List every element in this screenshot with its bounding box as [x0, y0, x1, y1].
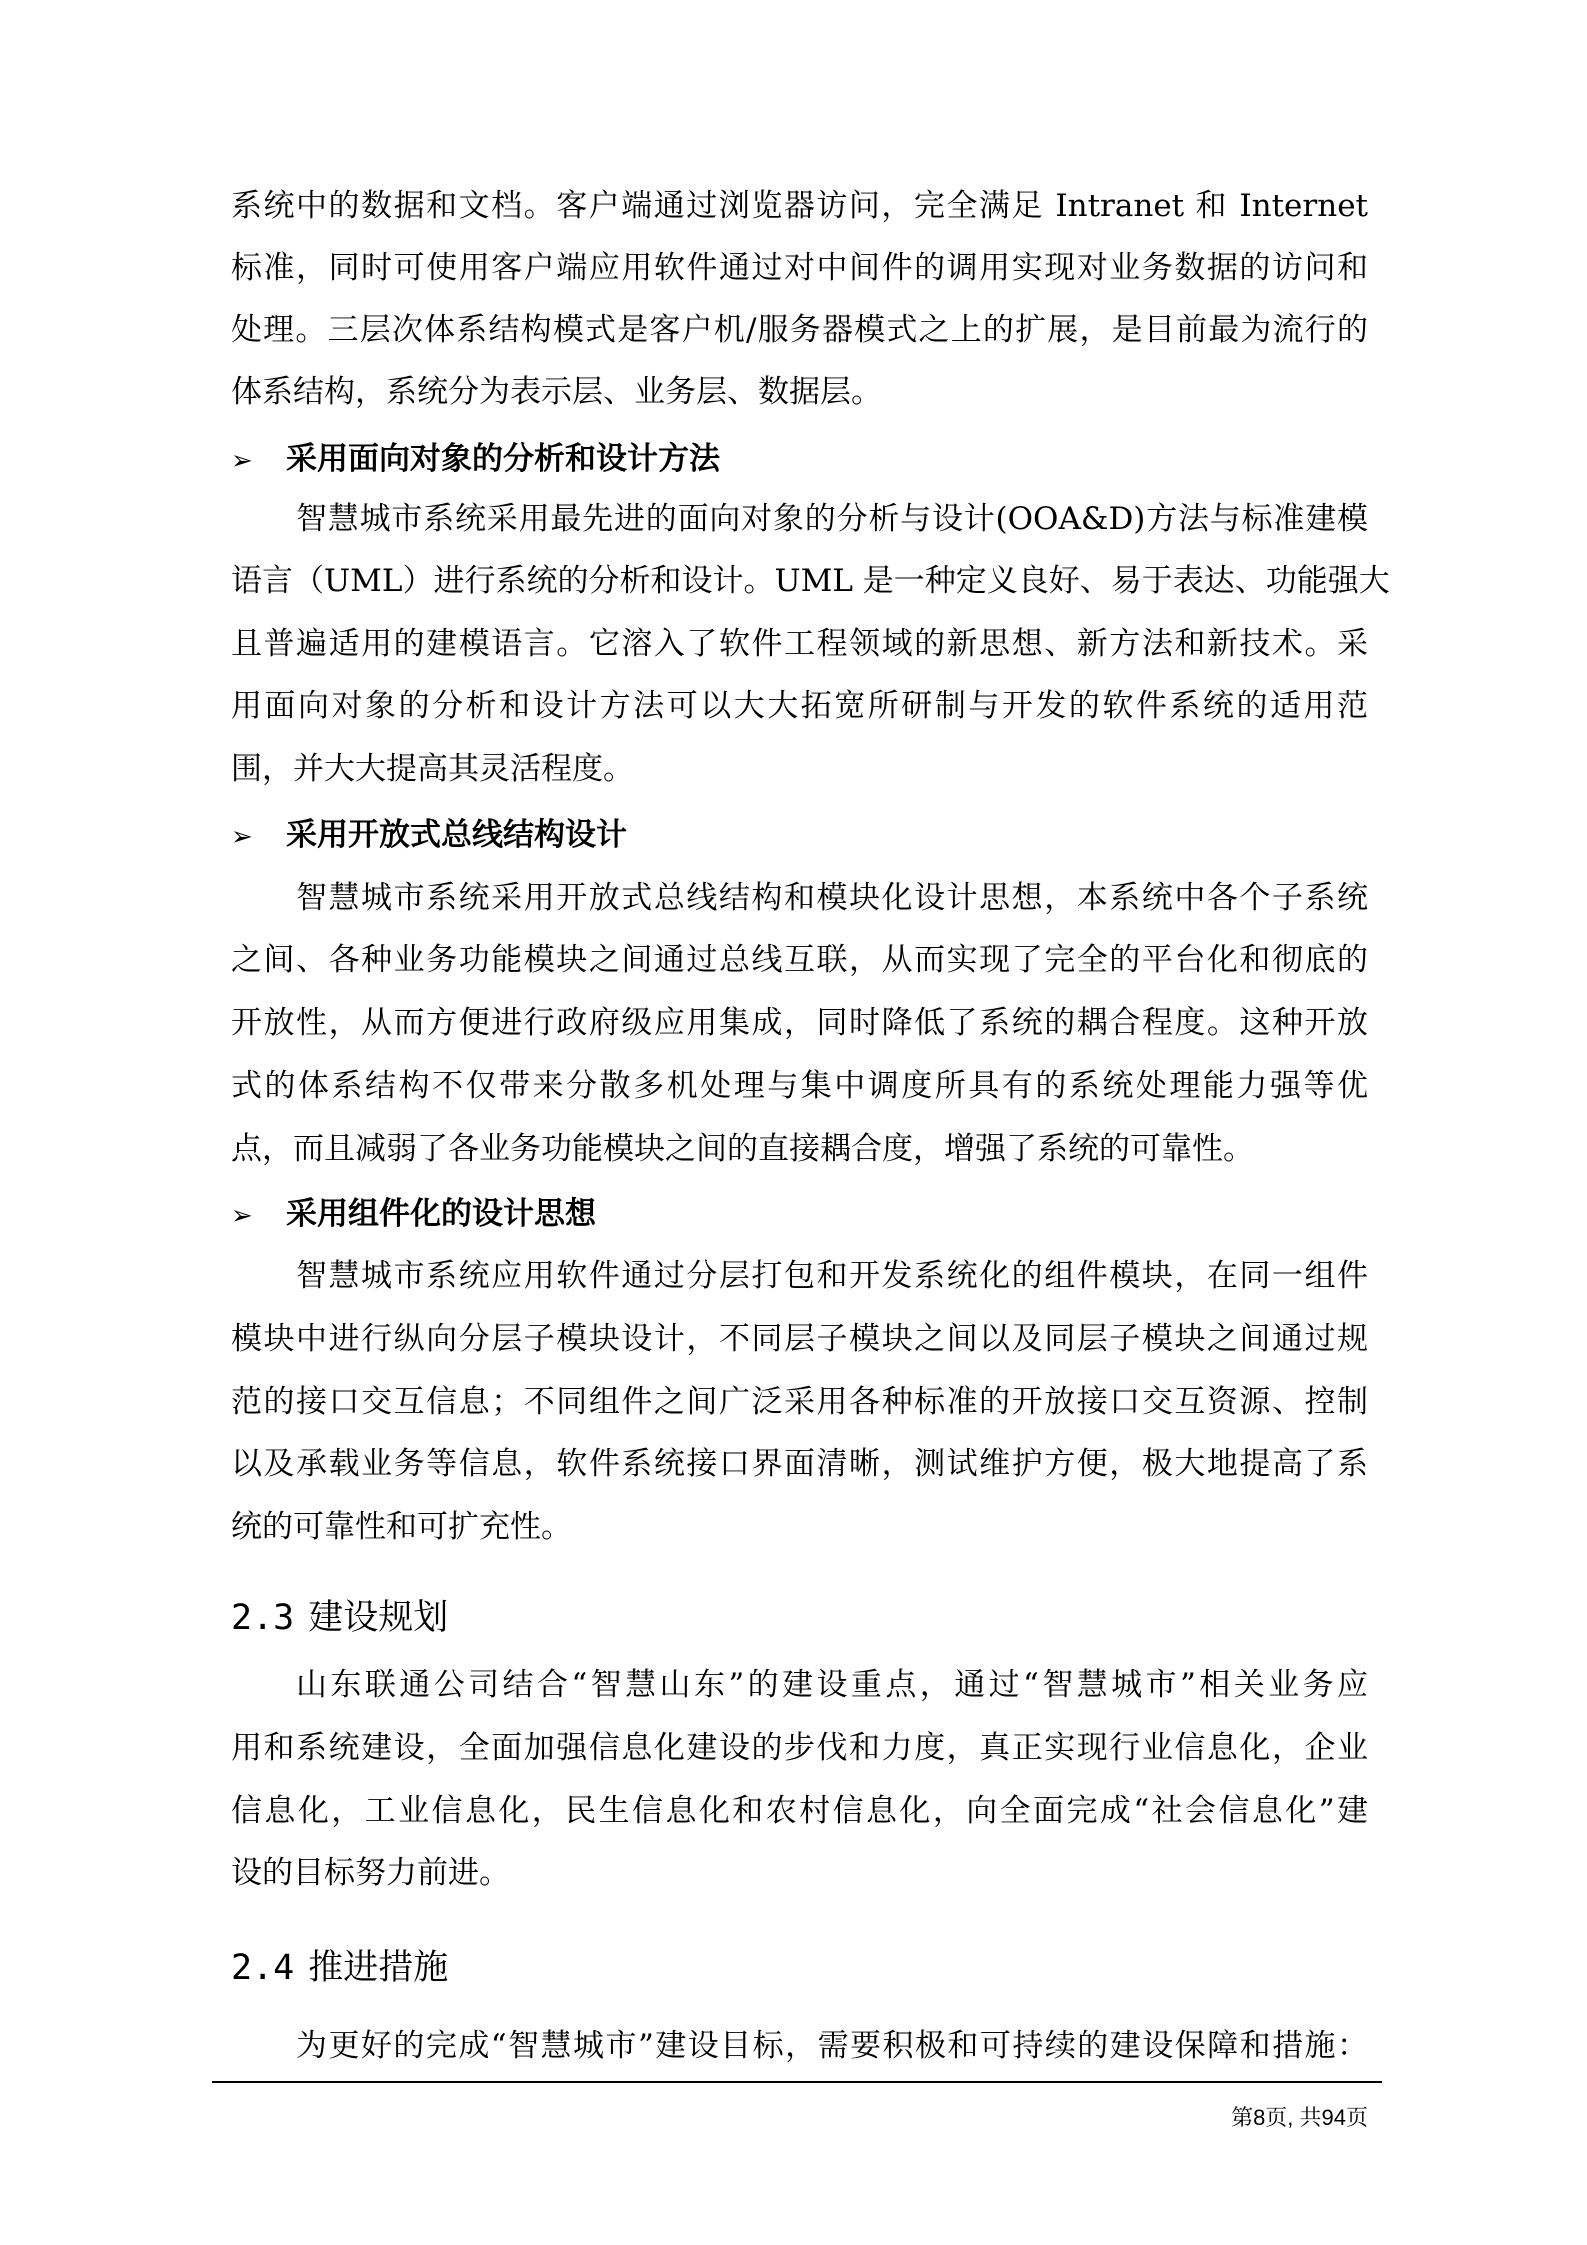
paragraph-line: 之间、各种业务功能模块之间通过总线互联，从而实现了完全的平台化和彻底的: [231, 942, 1368, 978]
paragraph-line: 范的接口交互信息；不同组件之间广泛采用各种标准的开放接口交互资源、控制: [231, 1384, 1368, 1420]
bullet-heading: [231, 437, 720, 481]
paragraph-line: 点，而且减弱了各业务功能模块之间的直接耦合度，增强了系统的可靠性。: [231, 1131, 1254, 1167]
paragraph-line: 以及承载业务等信息，软件系统接口界面清晰，测试维护方便，极大地提高了系: [231, 1446, 1368, 1482]
footer-divider: [212, 2081, 1382, 2083]
paragraph-line: 式的体系结构不仅带来分散多机处理与集中调度所具有的系统处理能力强等优: [231, 1068, 1368, 1104]
paragraph-line: 体系结构，系统分为表示层、业务层、数据层。: [231, 374, 882, 410]
paragraph-line: 系统中的数据和文档。客户端通过浏览器访问，完全满足 Intranet 和 Internet: [231, 188, 1368, 224]
section-heading-2-3: [231, 1593, 448, 1643]
paragraph-line: 智慧城市系统采用最先进的面向对象的分析与设计(OOA&D)方法与标准建模: [296, 501, 1368, 537]
paragraph-line: 且普遍适用的建模语言。它溶入了软件工程领域的新思想、新方法和新技术。采: [231, 626, 1368, 662]
paragraph-line: 智慧城市系统应用软件通过分层打包和开发系统化的组件模块，在同一组件: [296, 1258, 1368, 1294]
bullet-text: 采用组件化的设计思想: [286, 1196, 596, 1232]
arrowhead-bullet-icon: ➢: [231, 446, 253, 476]
arrowhead-bullet-icon: ➢: [231, 1201, 253, 1231]
section-heading-2-4: [231, 1943, 448, 1993]
section-number: 2.4: [231, 1948, 295, 1988]
paragraph-line: 山东联通公司结合“智慧山东”的建设重点，通过“智慧城市”相关业务应: [296, 1667, 1368, 1703]
paragraph-line: 标准，同时可使用客户端应用软件通过对中间件的调用实现对业务数据的访问和: [231, 250, 1368, 286]
paragraph-line: 为更好的完成“智慧城市”建设目标，需要积极和可持续的建设保障和措施：: [296, 2028, 1368, 2064]
paragraph-line: 模块中进行纵向分层子模块设计，不同层子模块之间以及同层子模块之间通过规: [231, 1321, 1368, 1357]
bullet-heading: [231, 813, 627, 857]
paragraph-line: 设的目标努力前进。: [231, 1855, 510, 1891]
paragraph-line: 围，并大大提高其灵活程度。: [231, 751, 634, 787]
paragraph-line: 智慧城市系统采用开放式总线结构和模块化设计思想，本系统中各个子系统: [296, 880, 1368, 916]
paragraph-line: 语言（UML）进行系统的分析和设计。UML 是一种定义良好、易于表达、功能强大: [231, 563, 1390, 599]
paragraph-line: 开放性，从而方便进行政府级应用集成，同时降低了系统的耦合程度。这种开放: [231, 1005, 1368, 1041]
section-number: 2.3: [231, 1598, 295, 1638]
paragraph-line: 统的可靠性和可扩充性。: [231, 1509, 572, 1545]
bullet-heading: [231, 1192, 596, 1236]
page-number: 第8页, 共94页: [1231, 2105, 1368, 2130]
arrowhead-bullet-icon: ➢: [231, 822, 253, 852]
bullet-text: 采用面向对象的分析和设计方法: [286, 441, 720, 477]
paragraph-line: 用和系统建设，全面加强信息化建设的步伐和力度，真正实现行业信息化，企业: [231, 1730, 1368, 1766]
section-title: 推进措施: [308, 1948, 449, 1988]
section-title: 建设规划: [308, 1598, 449, 1638]
bullet-text: 采用开放式总线结构设计: [286, 817, 627, 853]
paragraph-line: 处理。三层次体系结构模式是客户机/服务器模式之上的扩展，是目前最为流行的: [231, 312, 1368, 348]
paragraph-line: 信息化，工业信息化，民生信息化和农村信息化，向全面完成“社会信息化”建: [231, 1793, 1368, 1829]
paragraph-line: 用面向对象的分析和设计方法可以大大拓宽所研制与开发的软件系统的适用范: [231, 688, 1368, 724]
